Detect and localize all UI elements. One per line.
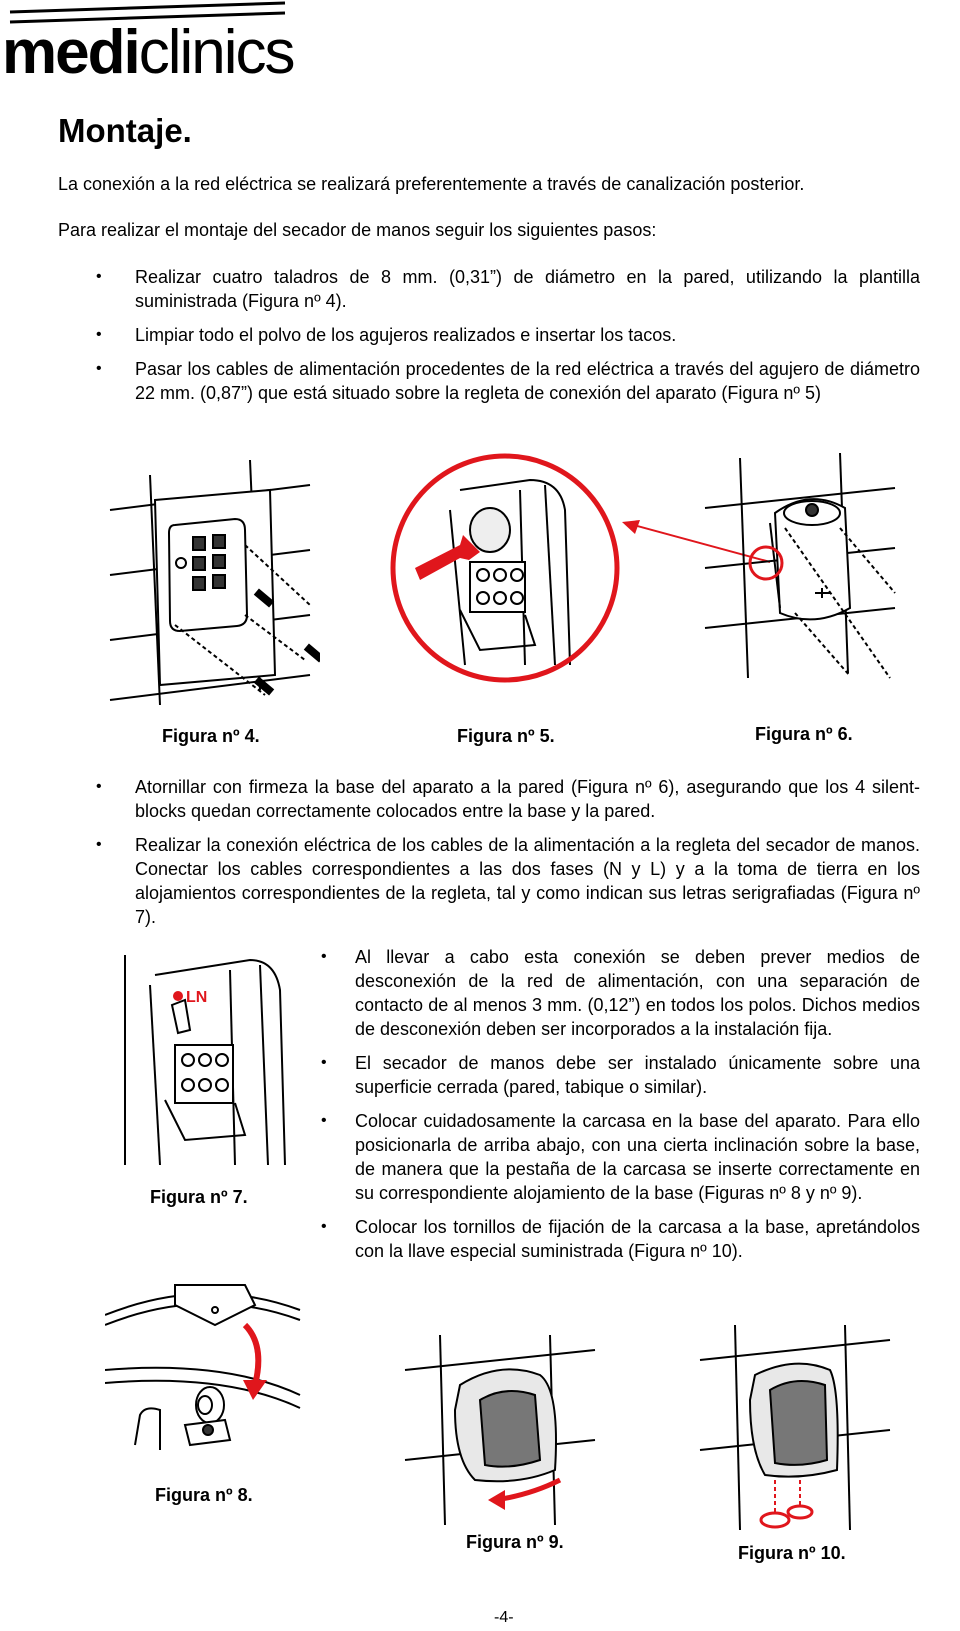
logo-part-1: medi bbox=[2, 18, 139, 87]
figure-9-caption: Figura nº 9. bbox=[466, 1532, 564, 1552]
figure-6-caption: Figura nº 6. bbox=[755, 724, 853, 744]
list-item: • Limpiar todo el polvo de los agujeros realizados e insertar los tacos. bbox=[58, 323, 920, 347]
list-item: • Pasar los cables de alimentación procedentes de la red eléctrica a través del agujero de diámetro 22 mm. (0,87”) que está situado sobre la regleta de conexión del aparato (Figura nº 5) bbox=[58, 357, 920, 405]
figure-7-caption: Figura nº 7. bbox=[150, 1187, 248, 1207]
figure-5-caption: Figura nº 5. bbox=[457, 726, 555, 746]
logo-part-2: clinics bbox=[138, 18, 294, 87]
figure-8-caption: Figura nº 8. bbox=[155, 1485, 253, 1505]
list-item: • Colocar cuidadosamente la carcasa en la base del aparato. Para ello posicionarla de arriba abajo, con una cierta inclinación sobre la base, de manera que la pestaña de la carcasa se inserte correctamente en su correspondiente alojamiento de la base (Figuras nº 8 y nº 9). bbox=[315, 1109, 920, 1205]
intro-paragraph-2: Para realizar el montaje del secador de manos seguir los siguientes pasos: bbox=[58, 220, 657, 240]
figure-8-drawing bbox=[105, 1265, 305, 1475]
list-item: • El secador de manos debe ser instalado únicamente sobre una superficie cerrada (pared, tabique o similar). bbox=[315, 1051, 920, 1099]
figure-6-drawing bbox=[700, 448, 900, 688]
figure-4-drawing bbox=[105, 455, 320, 710]
steps-list-a bbox=[58, 265, 920, 415]
figure-7-label: LN bbox=[186, 989, 208, 1006]
figure-10-drawing bbox=[695, 1320, 895, 1535]
list-item: • Colocar los tornillos de fijación de la carcasa a la base, apretándolos con la llave especial suministrada (Figura nº 10). bbox=[315, 1215, 920, 1263]
steps-list-b bbox=[58, 775, 920, 939]
intro-paragraph-1: La conexión a la red eléctrica se realizará preferentemente a través de canalización posterior. bbox=[58, 174, 805, 194]
logo-wordmark bbox=[2, 18, 294, 87]
list-item: • Atornillar con firmeza la base del aparato a la pared (Figura nº 6), asegurando que los 4 silent-blocks quedan correctamente colocados entre la base y la pared. bbox=[58, 775, 920, 823]
figure-5-drawing bbox=[385, 450, 625, 690]
list-item: • Realizar la conexión eléctrica de los cables de la alimentación a la regleta del secador de manos. Conectar los cables correspondientes a las dos fases (N y L) y a la toma de tierra en los alojamientos correspondientes de la regleta, tal y como indican sus letras serigrafiadas (Figura nº 7). bbox=[58, 833, 920, 929]
figure-10-caption: Figura nº 10. bbox=[738, 1543, 846, 1563]
list-item: • Realizar cuatro taladros de 8 mm. (0,31”) de diámetro en la pared, utilizando la plantilla suministrada (Figura nº 4). bbox=[58, 265, 920, 313]
figure-4-caption: Figura nº 4. bbox=[162, 726, 260, 746]
page-number: -4- bbox=[494, 1609, 514, 1626]
figure-7-drawing bbox=[110, 945, 300, 1170]
page-title: Montaje. bbox=[58, 112, 192, 149]
steps-list-c bbox=[315, 945, 920, 1273]
brand-logo bbox=[0, 0, 300, 87]
figure-9-drawing bbox=[400, 1330, 600, 1530]
list-item: • Al llevar a cabo esta conexión se deben prever medios de desconexión de la red de alimentación, con una separación de contacto de al menos 3 mm. (0,12”) en todos los polos. Dichos medios de desconexión deben ser incorporados a la instalación fija. bbox=[315, 945, 920, 1041]
